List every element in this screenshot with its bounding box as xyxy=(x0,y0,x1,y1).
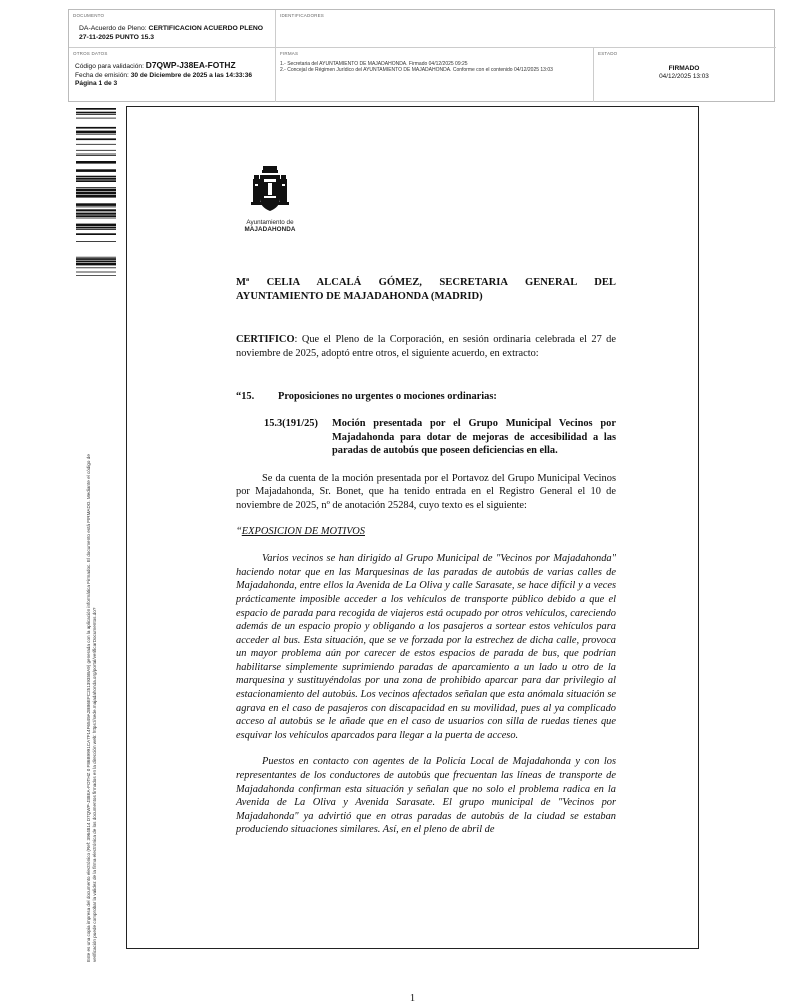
firmas-cell xyxy=(276,48,594,102)
documento-prefix: DA-Acuerdo de Pleno: xyxy=(79,25,147,32)
fecha-label: Fecha de emisión: xyxy=(75,71,129,79)
section-title: Proposiciones no urgentes o mociones ordinarias: xyxy=(278,391,497,403)
otros-datos-label: OTROS DATOS xyxy=(73,51,108,56)
side-verification-text xyxy=(86,302,98,962)
page-number: 1 xyxy=(409,993,416,1004)
document-header xyxy=(68,9,775,102)
status-badge: FIRMADO xyxy=(668,65,700,72)
logo-text-line1: Ayuntamiento de xyxy=(246,219,294,226)
estado-cell xyxy=(594,48,774,102)
signatures-list xyxy=(280,61,590,74)
document-body xyxy=(236,276,616,837)
motivos-paragraph-2: Puestos en contacto con agentes de la Policía Local de Majadahonda y con los representantes de los conductores de autobús que frecuentan las líneas de transporte de Majadahonda confirman esta situación y señalan que no solo el problema radica en la Avenida de La Oliva y Avenida Sarasate. El grupo municipal de "Vecinos por Majadahonda" ya advirtió que en otras paradas de autobús de la ciudad se estaban produciendo situaciones similares. Así, en el pleno de abril de xyxy=(236,756,616,836)
motion-title: Moción presentada por el Grupo Municipal Vecinos por Majadahonda para dotar de mejoras de accesibilidad a las paradas de autobús que poseen deficiencias en ella. xyxy=(332,417,616,457)
emission-date: 30 de Diciembre de 2025 a las 14:33:36 xyxy=(130,71,253,79)
identificadores-label: IDENTIFICADORES xyxy=(280,13,325,18)
signature-2: 2.- Concejal de Régimen Jurídico del AYUNTAMIENTO DE MAJADAHONDA. Conforme con el contenido 04/12/2025 13:03 xyxy=(280,67,553,74)
estado-label: ESTADO xyxy=(598,51,618,56)
certifico-paragraph xyxy=(236,333,616,360)
codigo-label: Código para validación: xyxy=(75,63,144,70)
logo-text-line2: MAJADAHONDA xyxy=(244,226,296,233)
barcode-image xyxy=(76,108,116,276)
section-heading xyxy=(236,390,616,404)
motion-heading xyxy=(264,417,616,458)
exposicion-title: EXPOSICION DE MOTIVOS xyxy=(241,525,365,537)
coat-of-arms-icon xyxy=(250,166,290,214)
documento-cell xyxy=(69,10,276,48)
side-text-line1: Este es una copia impresa del documento electrónico (Ref: 3964814 D7QWP-J38EA-FOTHZ 0 F86B9991CA7F14F6549A2BB6EFC2513935BA9) generada con la aplicación informática Firmadoc. El documento está FIRMADO. Mediante el código de xyxy=(86,454,91,962)
intro-paragraph: Se da cuenta de la moción presentada por el Portavoz del Grupo Municipal Vecinos por Majadahonda, Sr. Bonet, que ha tenido entrada en el Registro General el 10 de noviembre de 2025, nº de anotación 25284, cuyo texto es el siguiente: xyxy=(236,472,616,511)
documento-title: CERTIFICACION ACUERDO PLENO 27-11-2025 PUNTO 15.3 xyxy=(79,25,264,41)
identificadores-cell xyxy=(276,10,776,48)
side-text-line2: verificación puede comprobar la validez de la firma electrónica de los documentos firmados en la dirección web: https://sede.majadahonda.org/portal/verificarDocumentos.do? xyxy=(92,607,97,962)
firmas-label: FIRMAS xyxy=(280,51,299,56)
exposicion-quote: “ xyxy=(236,525,242,537)
section-number: “15. xyxy=(236,391,255,403)
municipal-logo xyxy=(239,166,301,233)
status-block xyxy=(594,65,774,81)
document-title xyxy=(79,24,269,42)
validation-code: D7QWP-J38EA-FOTHZ xyxy=(145,60,236,70)
status-date: 04/12/2025 13:03 xyxy=(659,73,709,80)
motivos-paragraph-1: Varios vecinos se han dirigido al Grupo Municipal de "Vecinos por Majadahonda" haciendo notar que en las Marquesinas de las paradas de autobús de varias calles de Majadahonda, entre ellos la Avenida de La Oliva y calle Sarasate, se hace difícil y a veces prácticamente imposible acceder a los vehículos de transporte público debido a que el espacio de parada para recogida de viajeros está ocupado por otros vehículos, careciendo además de un espacio propio y obligando a los pasajeros a sortear estos vehículos para acceder al bus. Esta situación, que se ve forzada por la estrechez de dicha calle, provoca un mayor problema aún por carecer de estos espacios de parada de bus, que podrían habilitarse simplemente suprimiendo paradas de aparcamiento a un lado u otro de la marquesina y sustituyéndolas por una zona de prohibido aparcar para dar privilegio al estacionamiento del autobús. Los vecinos afectados señalan que esta anómala situación se agrava en el caso de pasajeros con discapacidad en su movilidad, pues al ya complicado acceso al autobús se le añade que en el caso de usuarios con silla de ruedas tienes que esquivar los vehículos aparcados para llegar a la puerta de acceso. xyxy=(236,553,616,741)
certifico-text: : Que el Pleno de la Corporación, en sesión ordinaria celebrada el 27 de noviembre de 2025, adoptó entre otros, el siguiente acuerdo, en extracto: xyxy=(236,334,616,359)
certifier-heading: Mª CELIA ALCALÁ GÓMEZ, SECRETARIA GENERAL DEL AYUNTAMIENTO DE MAJADAHONDA (MADRID) xyxy=(236,277,616,302)
certifico-label: CERTIFICO xyxy=(236,334,295,346)
validation-block xyxy=(75,61,273,89)
signature-1: 1.- Secretaria del AYUNTAMIENTO DE MAJADAHONDA. Firmado 04/12/2025 09:25 xyxy=(280,61,468,67)
exposicion-heading xyxy=(236,525,616,539)
page-indicator: Página 1 de 3 xyxy=(75,80,118,87)
motion-number: 15.3(191/25) xyxy=(264,417,318,429)
otros-datos-cell xyxy=(69,48,276,102)
documento-label: DOCUMENTO xyxy=(73,13,105,18)
